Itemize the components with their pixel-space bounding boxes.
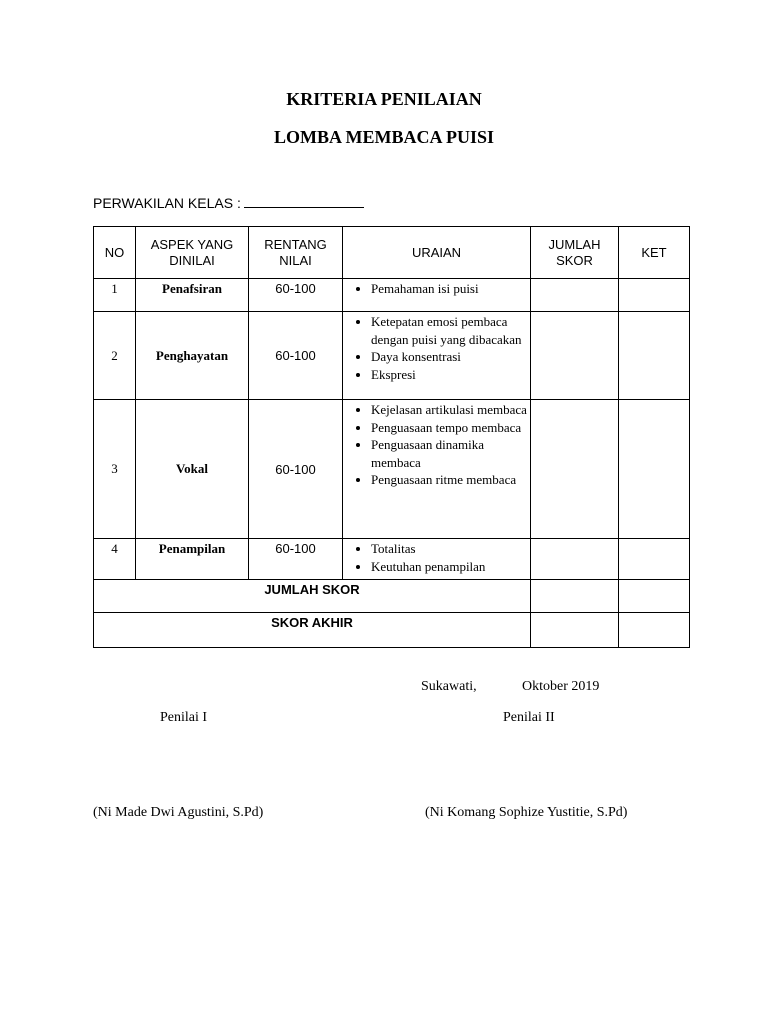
penilai-2-label: Penilai II [503,710,555,725]
jumlah-skor-ket[interactable] [619,580,690,613]
penilai-2-name: (Ni Komang Sophize Yustitie, S.Pd) [425,805,628,820]
uraian-item: • Keutuhan penampilan [371,558,530,576]
place-text: Sukawati, [421,679,477,694]
table-header-row [94,227,690,279]
header-no: NO [94,227,136,279]
class-label: PERWAKILAN KELAS : [93,195,241,211]
skor-akhir-value[interactable] [531,613,619,648]
uraian-item: • Penguasaan ritme membaca [371,471,530,489]
row-ket[interactable] [619,400,690,539]
header-rentang: RENTANG NILAI [249,227,343,279]
uraian-item: • Totalitas [371,540,530,558]
header-uraian: URAIAN [343,227,531,279]
table-row [94,312,690,400]
row-rentang: 60-100 [249,279,343,312]
row-uraian [343,400,531,539]
uraian-item: • Pemahaman isi puisi [371,280,530,298]
row-no: 2 [94,312,136,400]
row-no: 4 [94,539,136,580]
row-jumlah-skor[interactable] [531,539,619,580]
row-aspek: Penghayatan [136,312,249,400]
table-row [94,539,690,580]
assessment-table [93,226,690,648]
row-rentang: 60-100 [249,539,343,580]
jumlah-skor-row [94,580,690,613]
row-ket[interactable] [619,539,690,580]
row-uraian [343,279,531,312]
uraian-item: • Ketepatan emosi pembaca dengan puisi yang dibacakan [371,313,530,348]
table-row [94,400,690,539]
uraian-item: • Daya konsentrasi [371,348,530,366]
row-aspek: Vokal [136,400,249,539]
header-ket: KET [619,227,690,279]
skor-akhir-label: SKOR AKHIR [94,613,531,648]
skor-akhir-ket[interactable] [619,613,690,648]
skor-akhir-row [94,613,690,648]
row-rentang: 60-100 [249,312,343,400]
class-field [93,195,364,211]
row-jumlah-skor[interactable] [531,312,619,400]
document-title: KRITERIA PENILAIAN [286,89,482,109]
row-rentang: 60-100 [249,400,343,539]
class-blank-line [244,195,364,208]
header-jumlah-skor: JUMLAH SKOR [531,227,619,279]
uraian-item: • Ekspresi [371,366,530,384]
document-subtitle: LOMBA MEMBACA PUISI [273,127,495,147]
row-uraian [343,312,531,400]
row-no: 3 [94,400,136,539]
row-ket[interactable] [619,312,690,400]
row-uraian [343,539,531,580]
row-jumlah-skor[interactable] [531,400,619,539]
penilai-1-label: Penilai I [160,710,208,725]
row-ket[interactable] [619,279,690,312]
row-aspek: Penampilan [136,539,249,580]
uraian-item: • Penguasaan tempo membaca [371,419,530,437]
header-aspek: ASPEK YANG DINILAI [136,227,249,279]
uraian-item: • Kejelasan artikulasi membaca [371,401,530,419]
table-row [94,279,690,312]
jumlah-skor-value[interactable] [531,580,619,613]
date-text: Oktober 2019 [522,679,600,694]
row-no: 1 [94,279,136,312]
jumlah-skor-label: JUMLAH SKOR [94,580,531,613]
uraian-item: • Penguasaan dinamika membaca [371,436,530,471]
row-jumlah-skor[interactable] [531,279,619,312]
penilai-1-name: (Ni Made Dwi Agustini, S.Pd) [93,805,264,820]
row-aspek: Penafsiran [136,279,249,312]
